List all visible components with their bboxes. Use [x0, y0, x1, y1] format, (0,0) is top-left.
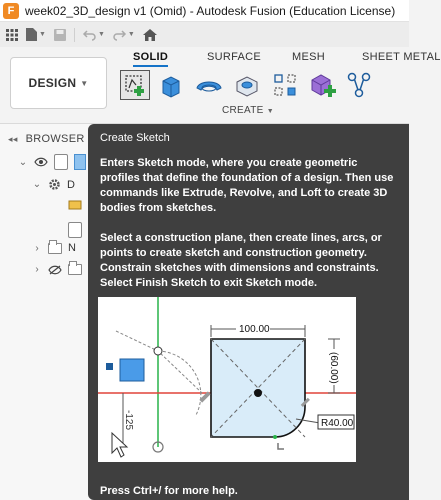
- folder-icon: [48, 243, 62, 254]
- gear-icon: [48, 178, 61, 191]
- dimension-radius: R40.00: [321, 418, 354, 429]
- new-component-icon: [309, 71, 337, 99]
- create-group-label: CREATE: [222, 105, 264, 116]
- tree-label-settings: D: [67, 178, 75, 191]
- tooltip-footer: Press Ctrl+/ for more help.: [100, 485, 238, 497]
- center-point: [254, 389, 262, 397]
- home-icon[interactable]: [143, 29, 157, 41]
- hidden-eye-icon[interactable]: [48, 265, 62, 275]
- folder-icon: [68, 264, 82, 275]
- dimension-height: (60.00): [328, 352, 339, 384]
- ribbon: [0, 47, 441, 124]
- view-icon: [68, 222, 82, 238]
- collapse-panel-icon[interactable]: ◂◂: [8, 133, 18, 144]
- extrude-icon: [158, 72, 184, 98]
- tab-mesh[interactable]: MESH: [292, 51, 325, 63]
- tangent-point: [273, 435, 277, 439]
- file-icon[interactable]: [26, 28, 46, 41]
- quick-access-toolbar: [0, 22, 409, 47]
- ruler-icon: [68, 198, 82, 212]
- workspace-label: DESIGN: [28, 76, 77, 90]
- tab-sheet-metal[interactable]: SHEET METAL: [362, 51, 441, 63]
- save-icon[interactable]: [54, 29, 66, 41]
- eye-icon[interactable]: [34, 157, 48, 167]
- tree-row-settings[interactable]: [32, 178, 75, 191]
- chevron-down-icon: ▼: [39, 31, 46, 38]
- tree-row-origin[interactable]: [32, 264, 82, 275]
- tree-row-view[interactable]: [68, 222, 82, 238]
- dimension-left: -125: [123, 410, 134, 431]
- redo-icon[interactable]: [113, 30, 135, 40]
- new-component-button[interactable]: [308, 70, 338, 100]
- sketch-point: [154, 347, 162, 355]
- tooltip-paragraph-1: Enters Sketch mode, where you create geometric profiles that define the foundation of a design. Then use commands like Extrude, Revolve, and Loft to create 3D bodies from sketches.: [100, 157, 394, 214]
- chevron-right-icon[interactable]: ›: [35, 264, 39, 275]
- create-sketch-tooltip: [88, 124, 409, 500]
- tree-label-named-views: N: [68, 242, 76, 254]
- chevron-down-icon[interactable]: ⌄: [32, 179, 42, 190]
- hole-icon: [234, 72, 260, 98]
- blue-profile: [120, 359, 144, 381]
- dimension-width: 100.00: [239, 324, 270, 335]
- revolve-button[interactable]: [194, 70, 224, 100]
- create-sketch-button[interactable]: [120, 70, 150, 100]
- revolve-icon: [195, 72, 223, 98]
- construction-arc: [158, 351, 201, 415]
- sketch-illustration: [98, 297, 356, 462]
- toolbar-divider: [74, 28, 75, 42]
- window-title: week02_3D_design v1 (Omid) - Autodesk Fusion (Education License): [25, 3, 396, 18]
- joint-button[interactable]: [344, 70, 374, 100]
- workspace-selector-button[interactable]: [10, 57, 107, 109]
- title-bar: [0, 0, 409, 22]
- browser-header: [0, 130, 85, 148]
- pattern-icon: [272, 72, 298, 98]
- chevron-down-icon: ▼: [127, 31, 135, 38]
- tab-solid[interactable]: SOLID: [133, 51, 169, 63]
- create-group-dropdown[interactable]: [222, 105, 274, 116]
- tab-surface[interactable]: SURFACE: [207, 51, 262, 63]
- browser-title: BROWSER: [25, 133, 85, 145]
- undo-icon[interactable]: [83, 30, 105, 40]
- fusion-app-icon: F: [3, 3, 19, 19]
- document-icon: [54, 154, 68, 170]
- pattern-button[interactable]: [270, 70, 300, 100]
- tree-row-root[interactable]: [18, 154, 86, 170]
- tooltip-illustration: [98, 297, 356, 462]
- perpendicular-constraint-glyph: [278, 443, 284, 449]
- chevron-right-icon[interactable]: ›: [35, 242, 39, 254]
- active-component-icon: [74, 154, 86, 170]
- mouse-cursor-icon: [112, 433, 127, 457]
- tree-row-named-views[interactable]: [32, 242, 76, 254]
- create-sketch-icon: [123, 73, 147, 97]
- tooltip-title: Create Sketch: [100, 132, 170, 144]
- tree-row-units[interactable]: [68, 198, 82, 212]
- tooltip-paragraph-2: Select a construction plane, then create lines, arcs, or points to create sketch and construction geometry. Constrain sketches with dimensions and constraints. Select Finish Sketch to exit Sketch mode.: [100, 232, 382, 289]
- chevron-down-icon: ▼: [80, 78, 89, 88]
- chevron-down-icon: ▼: [97, 31, 105, 38]
- hole-button[interactable]: [232, 70, 262, 100]
- constraint-marker: [106, 363, 113, 370]
- chevron-down-icon[interactable]: ⌄: [18, 156, 28, 168]
- chevron-down-icon: ▼: [266, 108, 274, 115]
- extrude-button[interactable]: [156, 70, 186, 100]
- grid-icon[interactable]: [6, 29, 18, 41]
- joint-icon: [347, 71, 371, 99]
